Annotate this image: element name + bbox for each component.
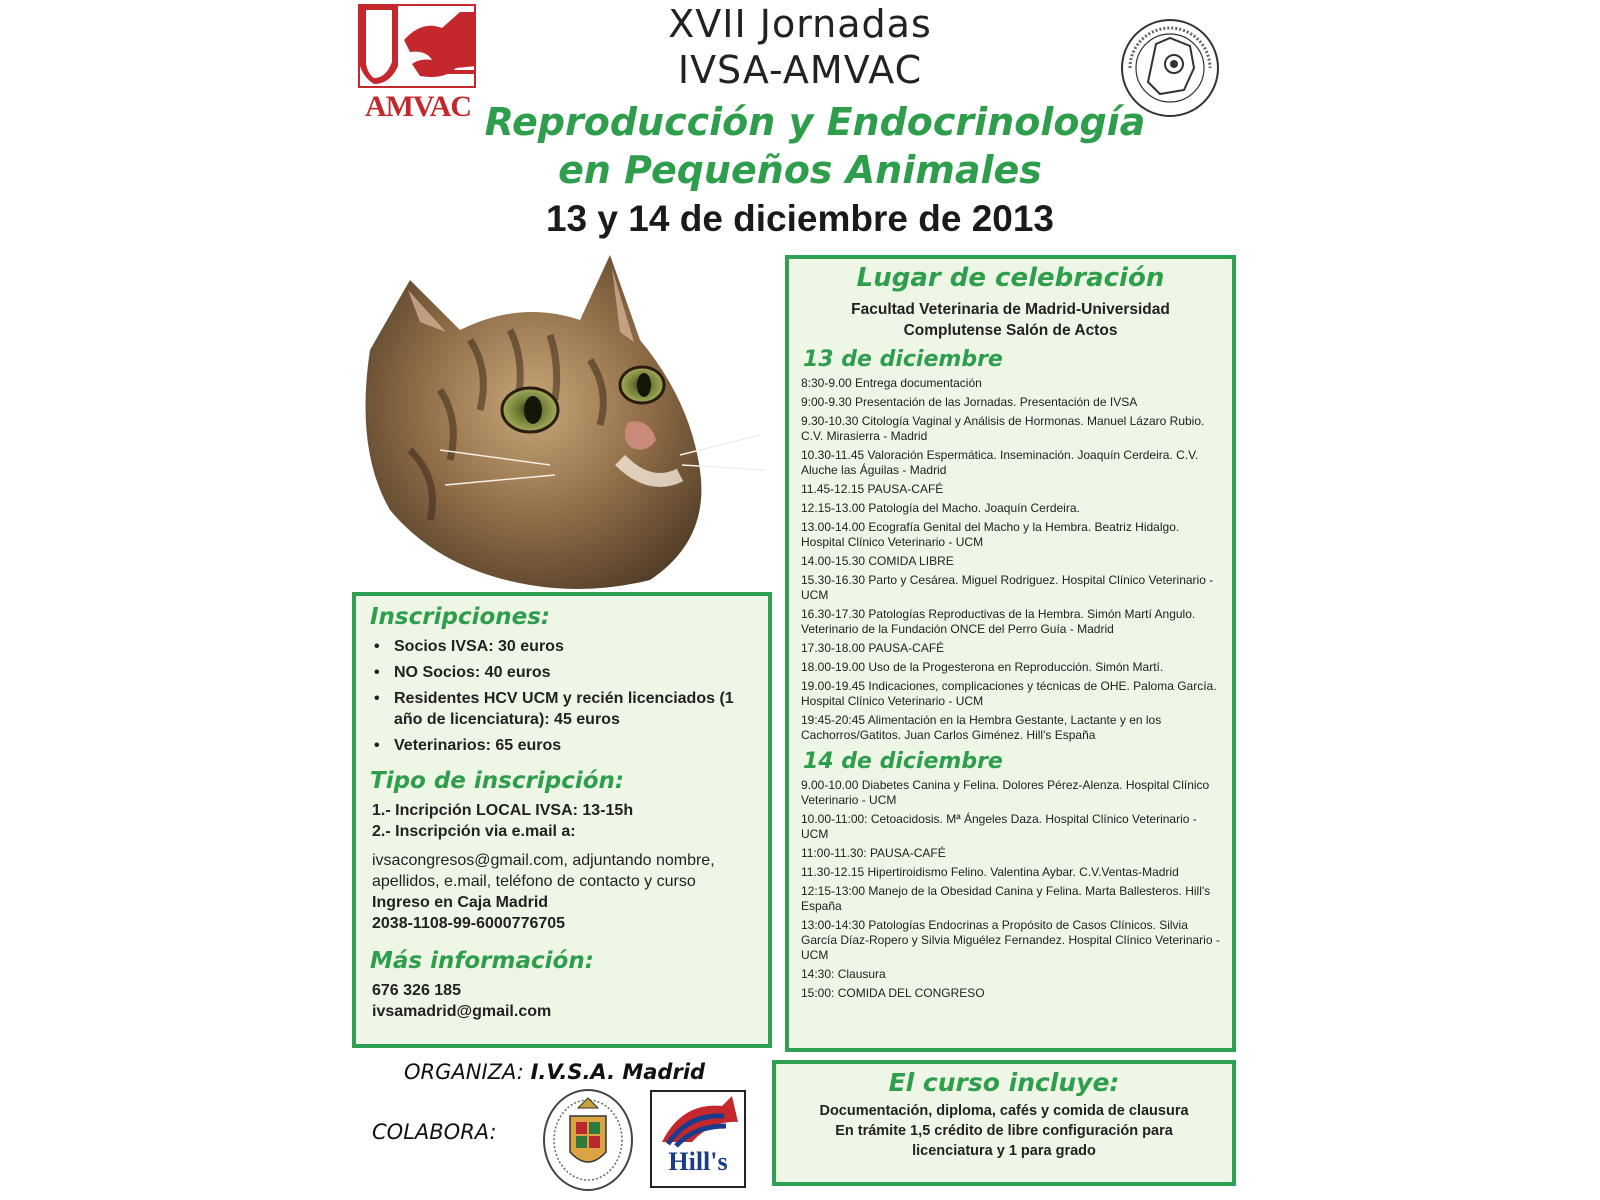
organizer-name: I.V.S.A. Madrid [530, 1060, 706, 1084]
schedule-item: 14.00-15.30 COMIDA LIBRE [801, 554, 954, 568]
cat-photo [350, 250, 780, 595]
schedule-item: 13:00-14:30 Patologías Endocrinas a Propósito de Casos Clínicos. Silvia García Díaz-Ropero y Silvia Miguélez Fernandez. Hospital Clínico Veterinario - UCM [801, 918, 1220, 962]
bank-line: Ingreso en Caja Madrid [372, 894, 549, 911]
day1-heading: 13 de diciembre [803, 347, 1003, 372]
registration-email-text: ivsacongresos@gmail.com, adjuntando nombre, apellidos, e.mail, teléfono de contacto y curso [372, 852, 715, 890]
schedule-item: 10.30-11.45 Valoración Espermática. Inseminación. Joaquín Cerdeira. C.V. Aluche las Águilas - Madrid [801, 448, 1199, 477]
fee-item: • NO Socios: 40 euros [372, 662, 756, 683]
registration-heading: Inscripciones: [370, 604, 551, 630]
fee-item: • Veterinarios: 65 euros [372, 735, 756, 756]
day1-schedule [801, 376, 1220, 743]
title-line2: IVSA-AMVAC [677, 48, 923, 92]
organizer-label: ORGANIZA: [404, 1060, 524, 1084]
schedule-item: 11.45-12.15 PAUSA-CAFÉ [801, 482, 944, 496]
schedule-item: 8:30-9.00 Entrega documentación [801, 376, 982, 390]
schedule-item: 16.30-17.30 Patologías Reproductivas de la Hembra. Simón Martí Angulo. Veterinario de la Fundación ONCE del Perro Guía - Madrid [801, 607, 1196, 636]
schedule-item: 19:45-20:45 Alimentación en la Hembra Gestante, Lactante y en los Cachorros/Gatitos. Juan Carlos Giménez. Hill's España [801, 713, 1162, 742]
hills-logo [650, 1090, 746, 1188]
registration-type-heading: Tipo de inscripción: [370, 768, 625, 794]
ucm-seal [540, 1086, 636, 1194]
info-heading: Más información: [370, 948, 594, 974]
title-line1: XVII Jornadas [668, 2, 932, 46]
schedule-item: 18.00-19.00 Uso de la Progesterona en Reproducción. Simón Martí. [801, 660, 1164, 674]
schedule-item: 15:00: COMIDA DEL CONGRESO [801, 986, 985, 1000]
schedule-item: 12.15-13.00 Patología del Macho. Joaquín Cerdeira. [801, 501, 1080, 515]
program-box [785, 255, 1236, 1052]
schedule-item: 13.00-14.00 Ecografía Genital del Macho y la Hembra. Beatriz Hidalgo. Hospital Clínico Veterinario - UCM [801, 520, 1180, 549]
schedule-item: 17.30-18.00 PAUSA-CAFÉ [801, 641, 945, 655]
schedule-item: 10.00-11:00: Cetoacidosis. Mª Ángeles Daza. Hospital Clínico Veterinario - UCM [801, 812, 1197, 841]
course-includes-line2: En trámite 1,5 crédito de libre configuración para [835, 1123, 1173, 1139]
schedule-item: 14:30: Clausura [801, 967, 886, 981]
schedule-item: 9:00-9.30 Presentación de las Jornadas. Presentación de IVSA [801, 395, 1138, 409]
registration-email-label: 2.- Inscripción via e.mail a: [372, 823, 576, 840]
registration-box [352, 592, 772, 1048]
organizer [404, 1060, 705, 1084]
schedule-item: 15.30-16.30 Parto y Cesárea. Miguel Rodriguez. Hospital Clínico Veterinario - UCM [801, 573, 1214, 602]
fee-item: • Residentes HCV UCM y recién licenciados (1 año de licenciatura): 45 euros [372, 688, 756, 730]
course-includes-line1: Documentación, diploma, cafés y comida de clausura [819, 1103, 1189, 1119]
day2-heading: 14 de diciembre [803, 749, 1003, 774]
schedule-item: 11.30-12.15 Hipertiroidismo Felino. Valentina Aybar. C.V.Ventas-Madrid [801, 865, 1179, 879]
day2-schedule [801, 778, 1220, 1001]
schedule-item: 12:15-13:00 Manejo de la Obesidad Canina y Felina. Marta Ballesteros. Hill's España [801, 884, 1211, 913]
schedule-item: 9.00-10.00 Diabetes Canina y Felina. Dolores Pérez-Alenza. Hospital Clínico Veterinario - UCM [801, 778, 1210, 807]
subtitle-line2: en Pequeños Animales [558, 148, 1042, 192]
schedule-item: 19.00-19.45 Indicaciones, complicaciones y técnicas de OHE. Paloma García. Hospital Clínico Veterinario - UCM [801, 679, 1217, 708]
course-includes-box [772, 1060, 1236, 1186]
course-includes-heading: El curso incluye: [888, 1068, 1120, 1097]
venue-line2: Complutense Salón de Actos [903, 322, 1118, 339]
schedule-item: 9.30-10.30 Citología Vaginal y Análisis de Hormonas. Manuel Lázaro Rubio. C.V. Mirasierra - Madrid [801, 414, 1205, 443]
amvac-logo-text: AMVAC [364, 90, 472, 123]
hills-logo-text: Hill's [668, 1147, 728, 1176]
registration-local: 1.- Incripción LOCAL IVSA: 13-15h [372, 802, 634, 819]
bank-account: 2038-1108-99-6000776705 [372, 915, 566, 932]
venue-heading: Lugar de celebración [856, 263, 1165, 293]
fee-item: • Socios IVSA: 30 euros [372, 636, 756, 657]
course-includes-line3: licenciatura y 1 para grado [912, 1143, 1096, 1159]
venue-line1: Facultad Veterinaria de Madrid-Universidad [851, 301, 1170, 318]
info-phone: 676 326 185 [372, 982, 461, 999]
collaborator-label: COLABORA: [372, 1120, 497, 1144]
fees-list [368, 636, 756, 756]
schedule-item: 11:00-11.30: PAUSA-CAFÉ [801, 846, 946, 860]
event-date: 13 y 14 de diciembre de 2013 [545, 198, 1055, 239]
info-email: ivsamadrid@gmail.com [372, 1003, 552, 1020]
subtitle-line1: Reproducción y Endocrinología [484, 100, 1146, 144]
